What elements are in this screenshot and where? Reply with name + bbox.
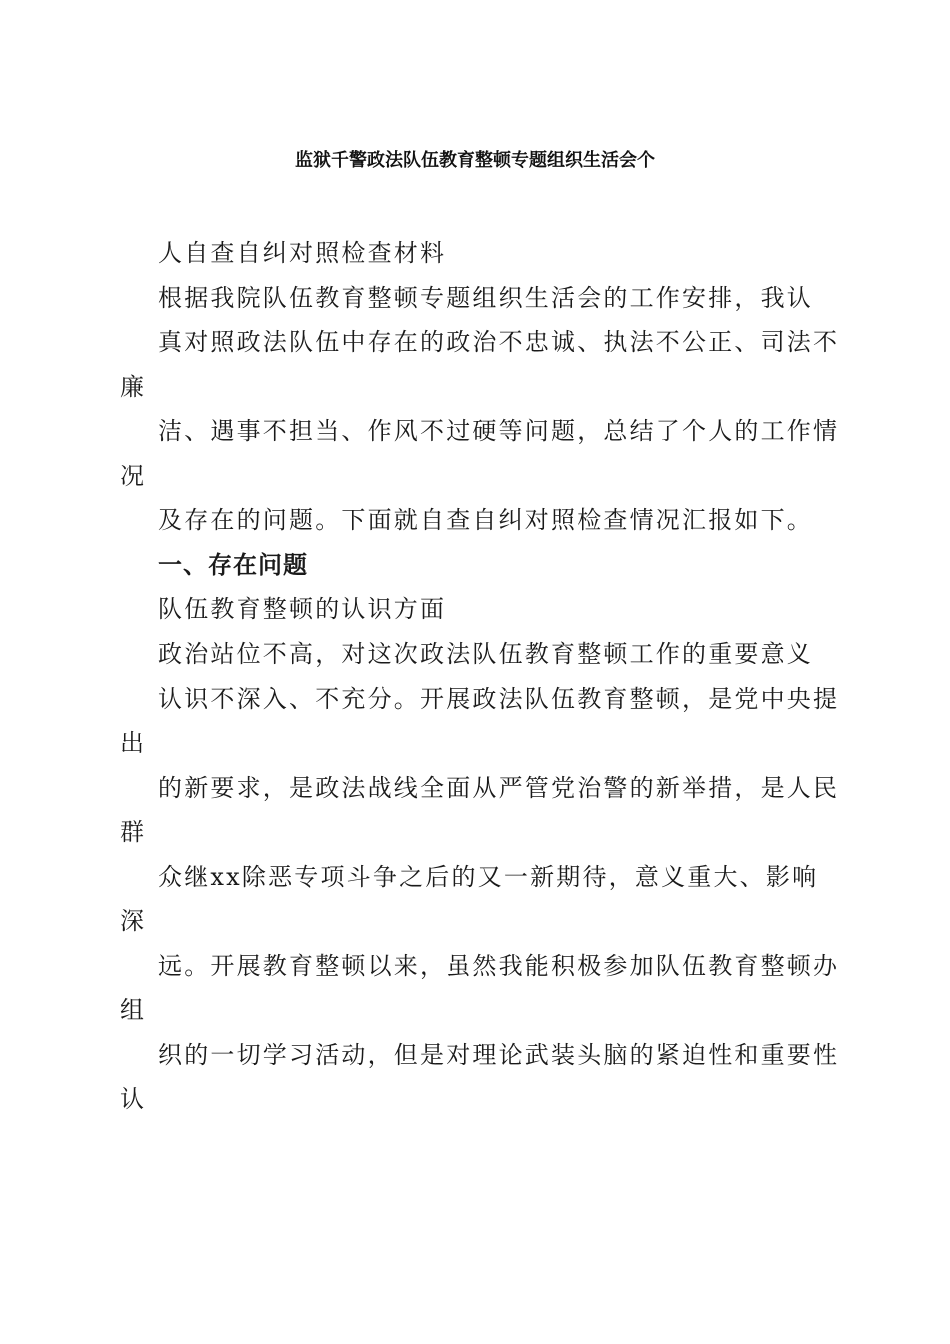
document-title: 监狱千警政法队伍教育整顿专题组织生活会个 [295, 150, 655, 171]
paragraph-line: 根据我院队伍教育整顿专题组织生活会的工作安排，我认 [158, 284, 813, 312]
paragraph-line: 政治站位不高，对这次政法队伍教育整顿工作的重要意义 [158, 640, 813, 668]
paragraph-line: 及存在的问题。下面就自查自纠对照检查情况汇报如下。 [158, 506, 813, 534]
paragraph-line: 众继xx除恶专项斗争之后的又一新期待，意义重大、影响 [158, 863, 819, 891]
paragraph-line-wrap: 深 [120, 907, 144, 935]
paragraph-line: 真对照政法队伍中存在的政治不忠诚、执法不公正、司法不 [158, 328, 840, 356]
paragraph-line-wrap: 认 [120, 1085, 144, 1113]
paragraph-line: 的新要求，是政法战线全面从严管党治警的新举措，是人民 [158, 774, 840, 802]
subsection-heading: 队伍教育整顿的认识方面 [158, 595, 447, 623]
paragraph-line: 远。开展教育整顿以来，虽然我能积极参加队伍教育整顿办 [158, 952, 840, 980]
paragraph-line: 认识不深入、不充分。开展政法队伍教育整顿，是党中央提 [158, 685, 840, 713]
paragraph-line-wrap: 况 [120, 462, 144, 490]
paragraph-line-wrap: 群 [120, 818, 144, 846]
paragraph-line: 织的一切学习活动，但是对理论武装头脑的紧迫性和重要性 [158, 1041, 840, 1069]
paragraph-line-wrap: 廉 [120, 373, 144, 401]
paragraph-line: 人自查自纠对照检查材料 [158, 239, 447, 267]
paragraph-line-wrap: 出 [120, 729, 144, 757]
paragraph-line: 洁、遇事不担当、作风不过硬等问题，总结了个人的工作情 [158, 417, 840, 445]
section-heading: 一、存在问题 [158, 551, 308, 579]
paragraph-line-wrap: 组 [120, 996, 144, 1024]
